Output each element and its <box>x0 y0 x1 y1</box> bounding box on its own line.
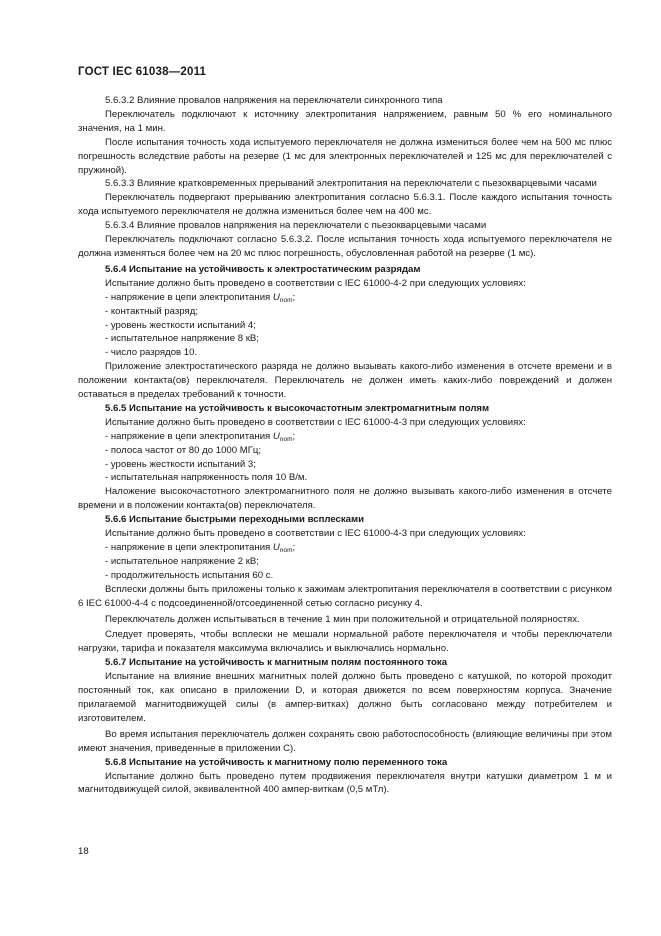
section-5-6-5-heading: 5.6.5 Испытание на устойчивость к высокочастотным электромагнитным полям <box>105 402 490 414</box>
list-item: - испытательное напряжение 2 кВ; <box>105 555 259 567</box>
paragraph: Испытание должно быть проведено в соответствии с IEC 61000-4-2 при следующих условиях: <box>105 277 526 289</box>
page-number: 18 <box>78 846 89 857</box>
paragraph: Испытание должно быть проведено путем продвижения переключателя внутри катушки диаметром 1 м и магнитодвижущей силой, эквивалентной 400 ампер-виткам (0,5 мТл). <box>78 770 612 796</box>
list-item: - испытательное напряжение 8 кВ; <box>105 333 259 345</box>
list-item: - полоса частот от 80 до 1000 МГц; <box>105 444 262 456</box>
clause-5-6-3-4-title: 5.6.3.4 Влияние провалов напряжения на переключатели с пьезокварцевыми часами <box>105 220 487 232</box>
paragraph: Во время испытания переключатель должен сохранять свою работоспособность (влияющие величины при этом имеют значения, приведенные в приложении С). <box>78 728 612 754</box>
paragraph: Испытание должно быть проведено в соответствии с IEC 61000-4-3 при следующих условиях: <box>105 416 526 428</box>
paragraph: Испытание на влияние внешних магнитных полей должно быть проведено с катушкой, по которой проходит постоянный ток, как описано в приложении D, и которая движется по всем поверхностям корпуса. Значение прилагаемой магнитодвижущей силы (в ампер-витках) должно быть согласовано между потребителем и изготовителем. <box>78 671 612 724</box>
list-item: - напряжение в цепи электропитания $U_{nom}$; <box>105 291 296 304</box>
list-item: - напряжение в цепи электропитания $U_{nom}$; <box>105 542 296 554</box>
paragraph: Переключатель подключают к источнику электропитания напряжением, равным 50 % его номинального значения, на 1 мин. <box>78 108 612 134</box>
page-body <box>78 94 612 797</box>
clause-5-6-3-2-title: 5.6.3.2 Влияние провалов напряжения на переключатели синхронного типа <box>105 95 443 106</box>
paragraph: Переключатель должен испытываться в течение 1 мин при положительной и отрицательной полярностях. <box>105 613 580 625</box>
paragraph: После испытания точность хода испытуемого переключателя не должна измениться более чем на 500 мс плюс погрешность вследствие работы на резерве (1 мс для электронных переключателей и 125 мс для переключателей с пружиной). <box>78 136 612 176</box>
section-5-6-4-heading: 5.6.4 Испытание на устойчивость к электростатическим разрядам <box>105 263 421 275</box>
paragraph: Испытание должно быть проведено в соответствии с IEC 61000-4-3 при следующих условиях: <box>105 528 526 540</box>
list-item: - испытательная напряженность поля 10 В/м. <box>105 472 308 484</box>
list-item: - уровень жесткости испытаний 3; <box>105 458 256 470</box>
paragraph: Переключатель подключают согласно 5.6.3.2. После испытания точность хода испытуемого переключателя не должна изменяться более чем на 20 мс плюс погрешность, обусловленная работой на резерве (1 мс). <box>78 234 612 259</box>
paragraph: Следует проверять, чтобы всплески не мешали нормальной работе переключателя и чтобы переключатели нагрузки, тарифа и показателя максимума включались и выключались нормально. <box>78 629 612 655</box>
list-item: - контактный разряд; <box>105 305 198 317</box>
list-item: - напряжение в цепи электропитания $U_{nom}$; <box>105 430 296 443</box>
paragraph: Всплески должны быть приложены только к зажимам электропитания переключателя в соответствии с рисунком 6 IEC 61000-4-4 с подсоединенной/отсоединенной сетью согласно рисунку 4. <box>78 583 612 609</box>
document-header: ГОСТ IEC 61038—2011 <box>78 66 207 78</box>
section-5-6-7-heading: 5.6.7 Испытание на устойчивость к магнитным полям постоянного тока <box>105 657 448 669</box>
paragraph: Переключатель подвергают прерыванию электропитания согласно 5.6.3.1. После каждого испытания точность хода испытуемого переключателя не должна измениться более чем на 400 мс. <box>78 192 612 218</box>
list-item: - число разрядов 10. <box>105 347 198 359</box>
list-item: - продолжительность испытания 60 с. <box>105 569 274 581</box>
list-item: - уровень жесткости испытаний 4; <box>105 319 256 331</box>
clause-5-6-3-3-title: 5.6.3.3 Влияние кратковременных прерываний электропитания на переключатели с пьезокварцевыми часами <box>105 178 597 190</box>
section-5-6-6-heading: 5.6.6 Испытание быстрыми переходными всплесками <box>105 514 365 526</box>
paragraph: Приложение электростатического разряда не должно вызывать какого-либо изменения в отсчете времени и в положении контакта(ов) переключателя. Переключатель не должен иметь каких-либо повреждений и должен оставаться в пределах требований к точности. <box>78 361 612 401</box>
paragraph: Наложение высокочастотного электромагнитного поля не должно вызывать какого-либо изменения в отсчете времени и в положении контакта(ов) переключателя. <box>78 486 612 512</box>
section-5-6-8-heading: 5.6.8 Испытание на устойчивость к магнитному полю переменного тока <box>105 756 448 768</box>
